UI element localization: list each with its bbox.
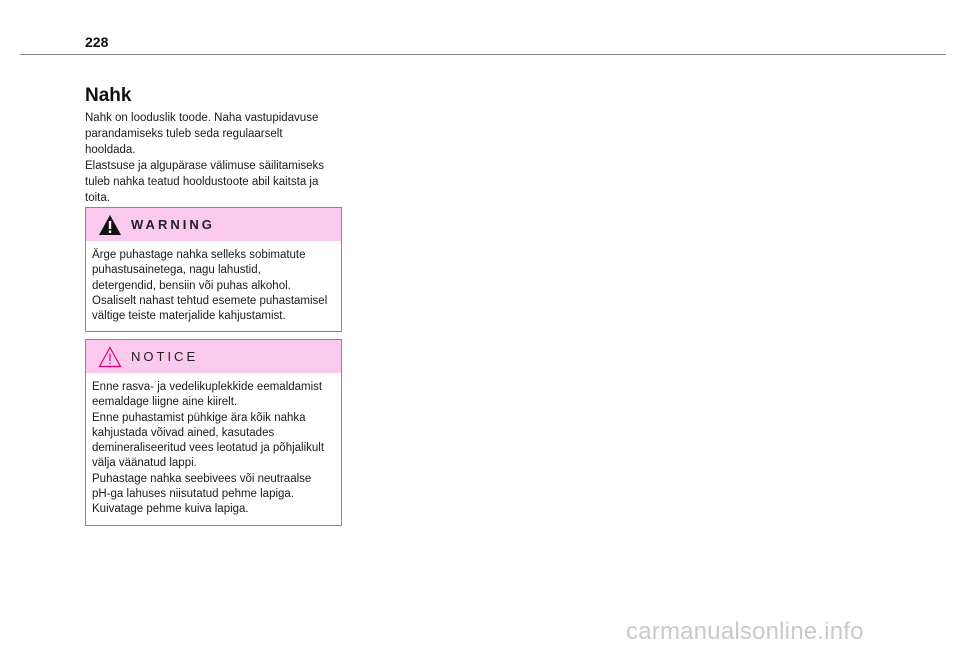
warning-line: Ärge puhastage nahka selleks sobimatute (92, 249, 306, 261)
intro-line: Nahk on looduslik toode. Naha vastupidavuse (85, 112, 319, 124)
notice-line: pH-ga lahuses niisutatud pehme lapiga. (92, 488, 295, 501)
warning-triangle-icon (98, 214, 122, 236)
section-title: Nahk (85, 85, 132, 106)
warning-label: WARNING (131, 217, 215, 232)
warning-line: Osaliselt nahast tehtud esemete puhastamisel (92, 294, 328, 307)
warning-line: vältige teiste materjalide kahjustamist. (92, 310, 286, 323)
watermark: carmanualsonline.info (626, 618, 864, 645)
intro-line: toita. (85, 192, 110, 204)
notice-line: välja väänatud lappi. (92, 457, 197, 470)
intro-line: parandamiseks tuleb seda regulaarselt (85, 128, 283, 140)
warning-body (86, 241, 341, 331)
notice-line: kahjustada võivad ained, kasutades (92, 426, 275, 439)
notice-line: eemaldage liigne aine kiirelt. (92, 396, 238, 409)
header-divider (20, 54, 946, 55)
notice-header (86, 340, 341, 373)
warning-text (92, 248, 335, 324)
warning-box (85, 207, 342, 332)
intro-line: tuleb nahka teatud hooldustoote abil kaitsta ja (85, 176, 319, 188)
intro-line: Elastsuse ja algupärase välimuse säilitamiseks (85, 160, 325, 172)
intro-line: hooldada. (85, 144, 136, 156)
warning-line: detergendid, bensiin või puhas alkohol. (92, 279, 291, 292)
notice-line: Puhastage nahka seebivees või neutraalse (92, 472, 312, 485)
notice-body (86, 373, 341, 525)
notice-text (92, 380, 335, 518)
notice-label: NOTICE (131, 349, 199, 364)
notice-line: Kuivatage pehme kuiva lapiga. (92, 503, 249, 516)
caution-outline-icon (98, 346, 122, 368)
notice-line: Enne rasva- ja vedelikuplekkide eemaldamist (92, 381, 323, 393)
notice-line: Enne puhastamist pühkige ära kõik nahka (92, 411, 306, 424)
notice-line: demineraliseeritud vees leotatud ja põhjalikult (92, 442, 325, 455)
warning-line: puhastusainetega, nagu lahustid, (92, 264, 261, 277)
section-intro (85, 110, 345, 206)
notice-box (85, 339, 342, 526)
page-number: 228 (85, 34, 109, 50)
warning-header (86, 208, 341, 241)
